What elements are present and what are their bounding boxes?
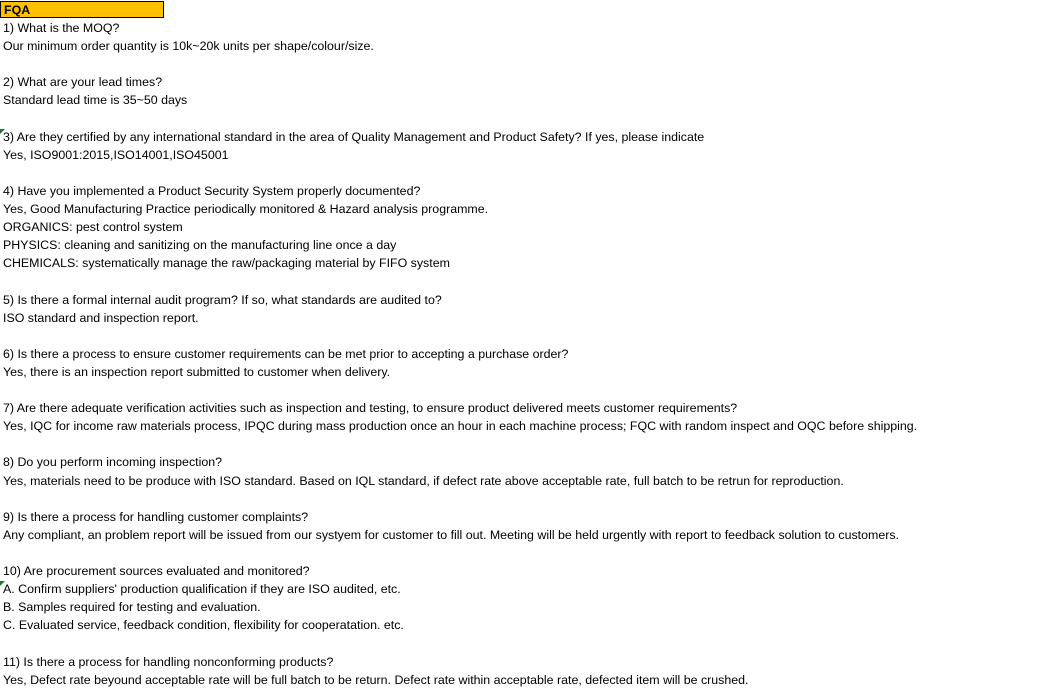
cell-row[interactable]: 10) Are procurement sources evaluated and monitored? [3,564,310,578]
cell-row[interactable]: Standard lead time is 35~50 days [3,93,188,107]
cell-row[interactable]: B. Samples required for testing and evaluation. [3,600,261,614]
cell-row[interactable]: Yes, there is an inspection report submitted to customer when delivery. [3,365,391,379]
cell-row[interactable]: 11) Is there a process for handling nonconforming products? [3,655,334,669]
cell-row[interactable]: Yes, materials need to be produce with ISO standard. Based on IQL standard, if defect rate above acceptable rate, full batch to be retrun for reproduction. [3,474,844,488]
cell-row[interactable]: Our minimum order quantity is 10k~20k units per shape/colour/size. [3,39,374,53]
cell-row[interactable]: 7) Are there adequate verification activities such as inspection and testing, to ensure product delivered meets customer requirements? [3,401,738,415]
cell-row[interactable]: 9) Is there a process for handling customer complaints? [3,510,309,524]
cell-row[interactable]: CHEMICALS: systematically manage the raw/packaging material by FIFO system [3,256,450,270]
cell-row[interactable]: 1) What is the MOQ? [3,21,120,35]
cell-row[interactable]: A. Confirm suppliers' production qualification if they are ISO audited, etc. [3,582,401,596]
cell-row[interactable]: ORGANICS: pest control system [3,220,183,234]
cell-row[interactable]: 3) Are they certified by any international standard in the area of Quality Management and Product Safety? If yes, please indicate [3,130,705,144]
cell-row[interactable]: 8) Do you perform incoming inspection? [3,455,223,469]
cell-row[interactable]: Yes, Defect rate beyound acceptable rate will be full batch to be return. Defect rate within acceptable rate, defected item will be crushed. [3,673,749,687]
cell-row[interactable]: 6) Is there a process to ensure customer requirements can be met prior to accepting a purchase order? [3,347,569,361]
cell-row[interactable]: Yes, IQC for income raw materials process, IPQC during mass production once an hour in each machine process; FQC with random inspect and OQC before shipping. [3,419,918,433]
cell-row[interactable]: ISO standard and inspection report. [3,311,199,325]
cell-row[interactable]: C. Evaluated service, feedback condition, flexibility for cooperatation. etc. [3,618,404,632]
cell-row[interactable]: 5) Is there a formal internal audit program? If so, what standards are audited to? [3,293,442,307]
cell-row[interactable]: 2) What are your lead times? [3,75,163,89]
cell-row[interactable]: 4) Have you implemented a Product Security System properly documented? [3,184,421,198]
header-cell-fqa[interactable]: FQA [0,1,164,18]
cell-row[interactable]: Yes, ISO9001:2015,ISO14001,ISO45001 [3,148,229,162]
cell-row[interactable]: Any compliant, an problem report will be issued from our systyem for customer to fill out. Meeting will be held urgently with report to feedback solution to customers. [3,528,899,542]
cell-row[interactable]: Yes, Good Manufacturing Practice periodically monitored & Hazard analysis programme. [3,202,489,216]
cell-row[interactable]: PHYSICS: cleaning and sanitizing on the manufacturing line once a day [3,238,397,252]
